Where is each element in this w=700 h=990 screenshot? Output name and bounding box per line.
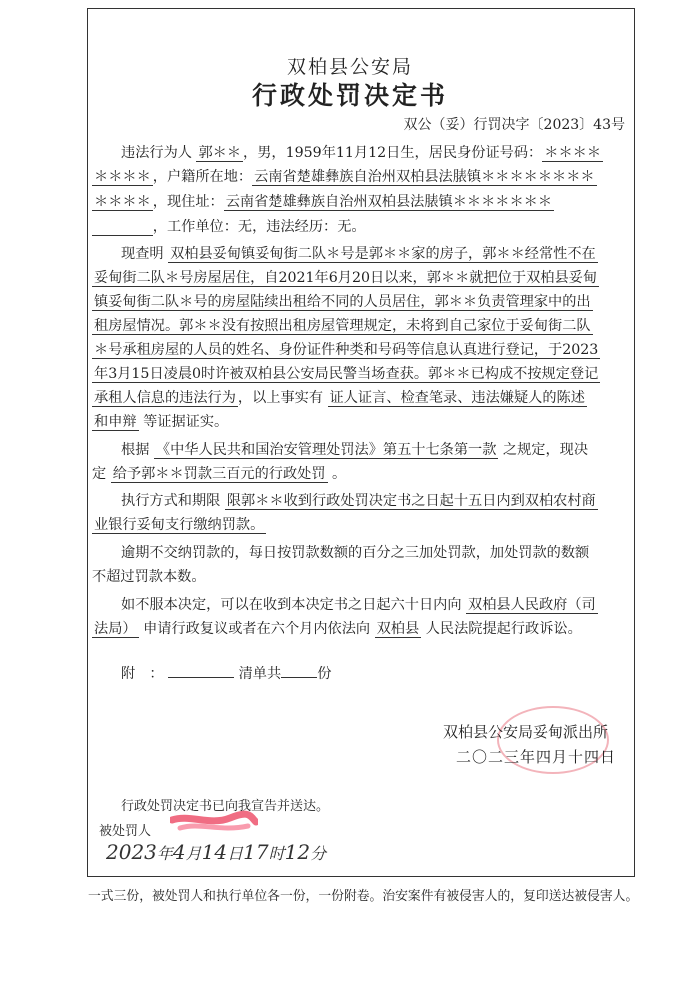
handwritten-service-time: 2023年4月14日17时12分: [106, 840, 327, 864]
body-line: [121, 543, 589, 563]
filled-value: 给予郭＊＊罚款三百元的行政处罚: [112, 466, 326, 482]
body-line: [121, 491, 598, 511]
filled-value: 证人证言、检查笔录、违法嫌疑人的陈述: [329, 390, 585, 406]
document-title: 行政处罚决定书: [251, 81, 448, 110]
body-text: ，户籍所在地：: [152, 169, 253, 185]
filled-value: ＊号承租房屋的人员的姓名、身份证件种类和号码等信息认真进行登记，于2023: [94, 342, 599, 358]
filled-value: 云南省楚雄彝族自治州双柏县法脿镇＊＊＊＊＊＊＊＊: [254, 169, 595, 185]
body-text: 之规定，现决: [498, 442, 589, 458]
body-line: [92, 192, 554, 212]
filled-value: 租房屋情况。郭＊＊没有按照出租房屋管理规定，未将到自己家位于妥甸街二队: [94, 318, 591, 334]
body-text: 等证据证实。: [138, 414, 229, 430]
filled-value: 妥甸街二队＊号房屋居住，自2021年6月20日以来，郭＊＊就把位于双柏县妥甸: [94, 270, 598, 286]
filled-value: 法局）: [94, 621, 137, 637]
filled-value: 业银行妥甸支行缴纳罚款。: [94, 517, 265, 533]
copies-note: 一式三份，被处罚人和执行单位各一份，一份附卷。治安案件有被侵害人的，复印送达被侵害人。: [88, 889, 639, 904]
body-line: [92, 412, 228, 432]
body-text: 人民法院提起行政诉讼。: [421, 621, 582, 637]
body-text: 逾期不交纳罚款的，每日按罚款数额的百分之三加处罚款，加处罚款的数额: [121, 545, 590, 561]
redacted-signature-mark: [170, 810, 258, 834]
service-note: 行政处罚决定书已向我宣告并送达。: [121, 799, 330, 814]
body-line: [92, 340, 600, 360]
body-text: ，男，1959年11月12日生，居民身份证号码：: [243, 145, 543, 161]
body-text: 定: [92, 466, 111, 482]
filled-value: 承租人信息的违法行为: [94, 390, 236, 406]
body-line: [121, 244, 598, 264]
body-line: [121, 440, 588, 460]
filled-value: ＊＊＊＊: [94, 169, 151, 185]
body-line: [92, 364, 600, 384]
filled-value: ＊＊＊＊: [94, 194, 151, 210]
filled-value: 双柏县人民政府（司: [468, 597, 596, 613]
body-line: [92, 619, 582, 639]
filled-value: 镇妥甸街二队＊号的房屋陆续出租给不同的人员居住，郭＊＊负责管理家中的出: [94, 294, 591, 310]
document-number: 双公（妥）行罚决字〔2023〕43号: [403, 117, 625, 133]
filled-value: 《中华人民共和国治安管理处罚法》第五十七条第一款: [155, 442, 497, 458]
body-text: 根据: [121, 442, 154, 458]
body-line: [92, 217, 366, 237]
body-line: [92, 567, 206, 587]
body-text: 违法行为人: [121, 145, 197, 161]
body-text: 不超过罚款本数。: [92, 569, 206, 585]
signing-unit: 双柏县公安局妥甸派出所: [443, 723, 609, 741]
filled-value: 云南省楚雄彝族自治州双柏县法脿镇＊＊＊＊＊＊＊: [225, 194, 553, 210]
issuing-org: 双柏县公安局: [286, 56, 413, 78]
filled-value: 和申辩: [94, 414, 137, 430]
body-text: 执行方式和期限: [121, 493, 225, 509]
body-line: [92, 388, 587, 408]
body-text: 如不服本决定，可以在收到本决定书之日起六十日内向: [121, 597, 467, 613]
filled-value: 年3月15日凌晨0时许被双柏县公安局民警当场查获。郭＊＊已构成不按规定登记: [94, 366, 599, 382]
body-text: ，以上事实有: [237, 390, 328, 406]
body-line: [121, 143, 603, 163]
body-text: 。: [327, 466, 347, 482]
body-line: [121, 595, 598, 615]
body-text: ，现住址：: [152, 194, 224, 210]
body-text: ，工作单位：无，违法经历：无。: [152, 219, 366, 235]
signing-date: 二〇二三年四月十四日: [456, 748, 617, 766]
body-line: [92, 167, 597, 187]
filled-value: ＊＊＊＊: [544, 145, 602, 161]
body-line: [92, 268, 599, 288]
filled-value: 郭＊＊: [198, 145, 242, 161]
attachment-blank: [168, 663, 234, 678]
filled-value: [92, 219, 153, 236]
filled-value: 双柏县妥甸镇妥甸街二队＊号是郭＊＊家的房子，郭＊＊经常性不在: [170, 246, 596, 262]
body-text: 现查明: [121, 246, 169, 262]
body-line: [92, 464, 346, 484]
body-line: [92, 316, 593, 336]
attachment-line: 附 ： 清单共 份: [121, 663, 331, 684]
body-text: 申请行政复议或者在六个月内依法向: [138, 621, 375, 637]
penalized-person-label: 被处罚人: [99, 824, 152, 839]
filled-value: 双柏县: [376, 621, 420, 637]
count-blank: [281, 663, 317, 678]
body-line: [92, 292, 593, 312]
body-line: [92, 515, 266, 535]
filled-value: 限郭＊＊收到行政处罚决定书之日起十五日内到双柏农村商: [226, 493, 596, 509]
